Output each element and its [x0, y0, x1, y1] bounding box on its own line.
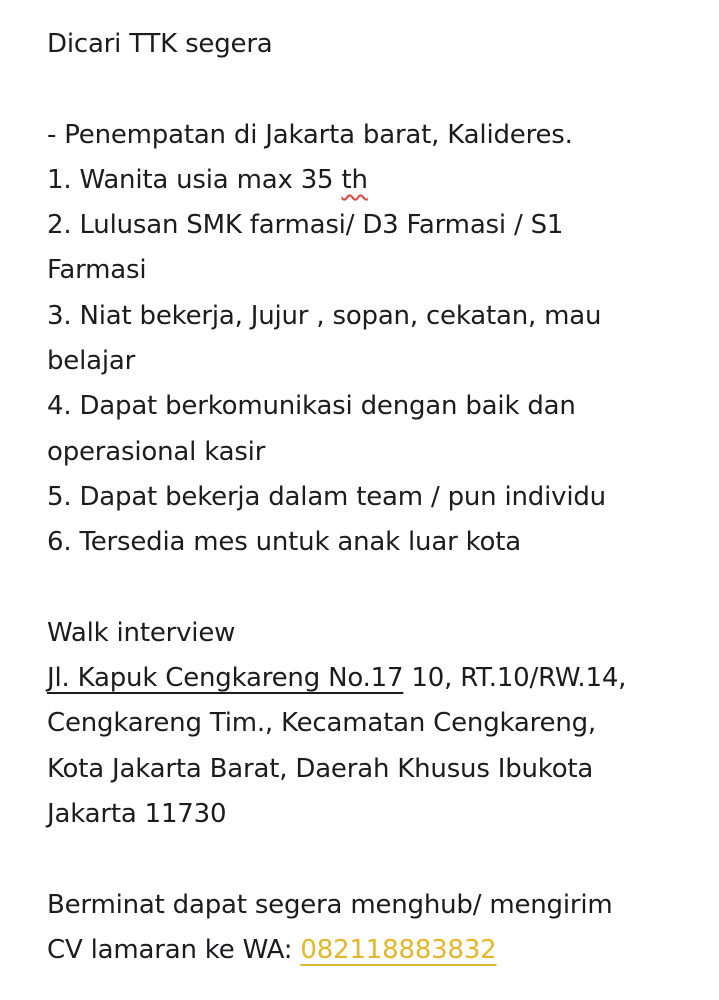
blank-line [47, 566, 687, 611]
placement-line: - Penempatan di Jakarta barat, Kalideres. [47, 119, 573, 150]
requirement-4-line-1: 4. Dapat berkomunikasi dengan baik dan [47, 391, 576, 422]
note-body[interactable] [47, 22, 687, 973]
walk-interview-label: Walk interview [47, 617, 236, 648]
address-link[interactable]: Jl. Kapuk Cengkareng No.17 [47, 663, 404, 694]
blank-line [47, 837, 687, 882]
requirement-1 [47, 158, 687, 203]
address-line-1 [47, 656, 687, 701]
address-line-2: Cengkareng Tim., Kecamatan Cengkareng, [47, 708, 596, 739]
requirement-3-line-1: 3. Niat bekerja, Jujur , sopan, cekatan, mau [47, 300, 602, 331]
requirement-4-line-2: operasional kasir [47, 436, 266, 467]
contact-line-1: Berminat dapat segera menghub/ mengirim [47, 889, 613, 920]
address-line-4: Jakarta 11730 [47, 799, 227, 830]
contact-prefix: CV lamaran ke WA: [47, 934, 301, 965]
requirement-3-line-2: belajar [47, 346, 136, 377]
requirement-5: 5. Dapat bekerja dalam team / pun individu [47, 481, 606, 512]
requirement-2-line-2: Farmasi [47, 255, 147, 286]
contact-line-2 [47, 928, 687, 973]
misspelled-word[interactable]: th [341, 164, 368, 195]
requirement-6: 6. Tersedia mes untuk anak luar kota [47, 527, 521, 558]
blank-line [47, 67, 687, 112]
requirement-2-line-1: 2. Lulusan SMK farmasi/ D3 Farmasi / S1 [47, 210, 564, 241]
address-line-3: Kota Jakarta Barat, Daerah Khusus Ibukota [47, 753, 594, 784]
phone-link[interactable]: 082118883832 [300, 934, 497, 965]
note-title: Dicari TTK segera [47, 29, 273, 59]
requirement-1-text: 1. Wanita usia max 35 [47, 164, 342, 195]
address-line-1-rest: 10, RT.10/RW.14, [403, 663, 627, 694]
